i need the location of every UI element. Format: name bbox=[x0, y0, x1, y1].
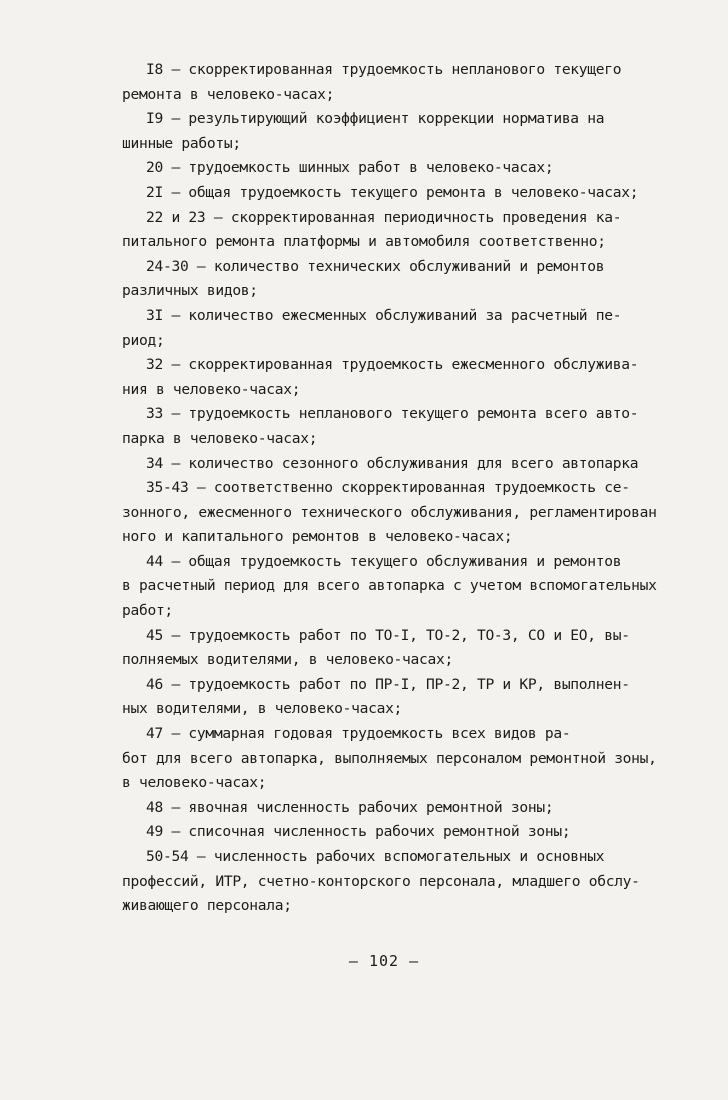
text-line: бот для всего автопарка, выполняемых персоналом ремонтной зоны, bbox=[122, 749, 657, 767]
text-line: 49 – списочная численность рабочих ремонтной зоны; bbox=[146, 823, 571, 841]
text-line: I8 – скорректированная трудоемкость непланового текущего bbox=[146, 61, 622, 78]
text-line: живающего персонала; bbox=[122, 897, 292, 915]
text-line: 48 – явочная численность рабочих ремонтной зоны; bbox=[146, 798, 554, 816]
body-text bbox=[122, 58, 722, 919]
text-line: питального ремонта платформы и автомобиля соответственно; bbox=[122, 233, 606, 251]
text-line: работ; bbox=[122, 602, 173, 620]
text-line: 45 – трудоемкость работ по ТО-I, ТО-2, ТО-3, СО и ЕО, вы- bbox=[146, 626, 630, 644]
text-line: ния в человеко-часах; bbox=[122, 380, 301, 398]
page-number: – 102 – bbox=[348, 952, 420, 970]
text-line: ных водителями, в человеко-часах; bbox=[122, 700, 403, 718]
text-line: полняемых водителями, в человеко-часах; bbox=[122, 651, 453, 669]
text-line: 46 – трудоемкость работ по ПР-I, ПР-2, ТР и КР, выполнен- bbox=[146, 675, 630, 693]
text-line: I9 – результирующий коэффициент коррекции норматива на bbox=[146, 110, 605, 128]
text-line: в человеко-часах; bbox=[122, 774, 267, 792]
text-line: ного и капитального ремонтов в человеко-часах; bbox=[122, 528, 513, 546]
text-line: 22 и 23 – скорректированная периодичность проведения ка- bbox=[146, 208, 622, 226]
text-line: 50-54 – численность рабочих вспомогательных и основных bbox=[146, 848, 605, 865]
text-line: 20 – трудоемкость шинных работ в человеко-часах; bbox=[146, 159, 554, 177]
text-line: риод; bbox=[122, 331, 165, 349]
text-line: 32 – скорректированная трудоемкость ежесменного обслужива- bbox=[146, 356, 639, 374]
text-line: 47 – суммарная годовая трудоемкость всех видов ра- bbox=[146, 725, 571, 743]
text-line: 35-43 – соответственно скорректированная трудоемкость се- bbox=[146, 479, 630, 497]
text-line: 34 – количество сезонного обслуживания для всего автопарка bbox=[146, 454, 639, 472]
text-line: шинные работы; bbox=[122, 134, 241, 152]
text-line: парка в человеко-часах; bbox=[122, 429, 318, 447]
text-line: 24-30 – количество технических обслуживаний и ремонтов bbox=[146, 257, 605, 275]
text-line: ремонта в человеко-часах; bbox=[122, 85, 335, 103]
text-line: 33 – трудоемкость непланового текущего ремонта всего авто- bbox=[146, 405, 639, 423]
text-line: различных видов; bbox=[122, 282, 258, 300]
text-line: в расчетный период для всего автопарка с учетом вспомогательных bbox=[122, 577, 657, 595]
text-line: 3I – количество ежесменных обслуживаний за расчетный пе- bbox=[146, 306, 622, 324]
text-line: 44 – общая трудоемкость текущего обслуживания и ремонтов bbox=[146, 552, 622, 570]
text-line: зонного, ежесменного технического обслуживания, регламентирован bbox=[122, 503, 657, 521]
text-line: профессий, ИТР, счетно-конторского персонала, младшего обслу- bbox=[122, 872, 640, 890]
text-line: 2I – общая трудоемкость текущего ремонта в человеко-часах; bbox=[146, 183, 639, 201]
